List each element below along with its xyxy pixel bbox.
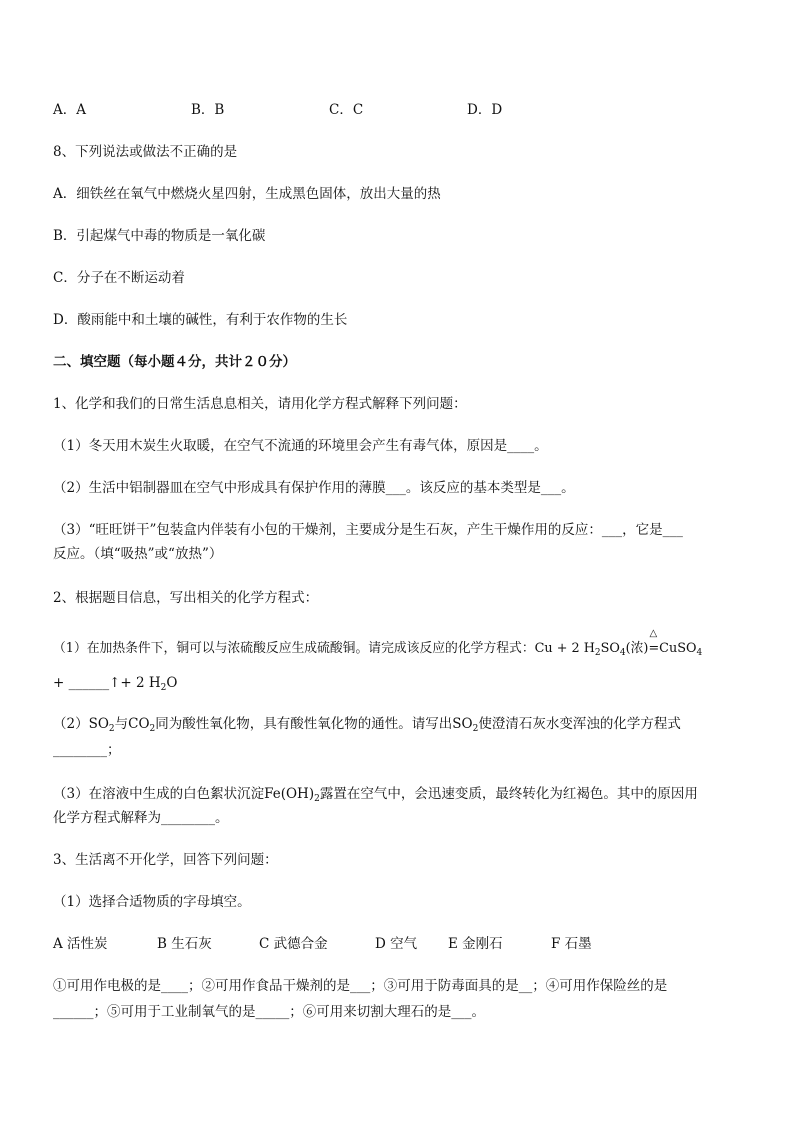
subscript: 2 <box>314 794 320 804</box>
subscript: 2 <box>149 724 156 734</box>
fill1-part3-line1: （3）“旺旺饼干”包装盒内伴装有小包的干燥剂，主要成分是生石灰，产生干燥作用的反应：___，它是___ <box>53 522 683 538</box>
fill3-blanks-line1: ①可用作电极的是____；②可用作食品干燥剂的是___；③可用于防毒面具的是__；④可用作保险丝的是 <box>53 978 668 994</box>
fill2-stem: 2、根据题目信息，写出相关的化学方程式： <box>53 590 319 606</box>
choice-f: F 石墨 <box>551 936 592 952</box>
fill2-part2-text-c: 同为酸性氧化物，具有酸性氧化物的通性。请写出SO <box>155 716 473 732</box>
choice-d: D 空气 <box>375 936 418 952</box>
fill2-part2-line2: ________； <box>53 742 121 758</box>
equation-lhs: Cu + 2 H <box>534 641 595 656</box>
q8-option-d: D．酸雨能中和土壤的碱性，有利于农作物的生长 <box>53 312 348 328</box>
equation-rhs: CuSO <box>659 641 697 656</box>
subscript: 2 <box>472 724 479 734</box>
fill2-part1-line1 <box>53 628 703 658</box>
equation-water: O <box>166 675 178 691</box>
fill2-part1-text: （1）在加热条件下，铜可以与浓硫酸反应生成硫酸铜。请完成该反应的化学方程式： <box>53 641 535 656</box>
fill1-part1: （1）冬天用木炭生火取暖，在空气不流通的环境里会产生有毒气体，原因是____。 <box>53 438 548 454</box>
subscript: 2 <box>160 683 167 693</box>
fill2-part2-text-d: 使澄清石灰水变浑浊的化学方程式 <box>478 716 681 732</box>
fill1-stem: 1、化学和我们的日常生活息息相关，请用化学方程式解释下列问题： <box>53 396 467 412</box>
q7-option-d: D．D <box>467 102 503 118</box>
equation-mid: SO <box>600 641 620 656</box>
subscript: 2 <box>594 648 601 658</box>
fill3-part1: （1）选择合适物质的字母填空。 <box>53 894 251 910</box>
heat-triangle-icon: △ <box>649 628 658 639</box>
fill2-part2-line1 <box>53 715 681 733</box>
fill3-stem: 3、生活离不开化学，回答下列问题： <box>53 852 278 868</box>
heating-condition <box>648 628 660 658</box>
q7-option-c: C．C <box>329 102 364 118</box>
subscript: 4 <box>619 648 626 658</box>
fill2-part3-text-b: 露置在空气中，会迅速变质，最终转化为红褐色。其中的原因用 <box>319 786 698 802</box>
equation-conc: (浓) <box>625 641 649 656</box>
fill2-part2-text-a: （2）SO <box>53 716 109 732</box>
q8-option-c: C．分子在不断运动着 <box>53 270 185 286</box>
choice-e: E 金刚石 <box>448 936 503 952</box>
choice-a: A 活性炭 <box>53 936 108 952</box>
choice-c: C 武德合金 <box>259 936 328 952</box>
q8-option-a: A．细铁丝在氧气中燃烧火星四射，生成黑色固体，放出大量的热 <box>53 186 441 202</box>
subscript: 4 <box>696 648 703 658</box>
choice-b: B 生石灰 <box>157 936 212 952</box>
q7-option-a: A．A <box>53 102 86 118</box>
fill2-part1-line2 <box>53 674 177 692</box>
equals-sign: = <box>648 641 660 656</box>
fill2-part3-text-a: （3）在溶液中生成的白色絮状沉淀Fe(OH) <box>53 786 315 802</box>
fill2-part3-line1 <box>53 785 698 803</box>
section-title: 二、填空题（每小题４分，共计２０分） <box>53 354 296 370</box>
fill1-part3-line2: 反应。（填“吸热”或“放热”） <box>53 546 223 562</box>
subscript: 2 <box>108 724 115 734</box>
fill3-blanks-line2: ______；⑤可用于工业制氧气的是_____；⑥可用来切割大理石的是___。 <box>53 1004 485 1020</box>
q7-option-b: B．B <box>191 102 225 118</box>
q8-stem: 8、下列说法或做法不正确的是 <box>53 144 238 160</box>
fill2-part2-text-b: 与CO <box>114 716 150 732</box>
q8-option-b: B．引起煤气中毒的物质是一氧化碳 <box>53 228 266 244</box>
fill1-part2: （2）生活中铝制器皿在空气中形成具有保护作用的薄膜___。该反应的基本类型是___。 <box>53 480 575 496</box>
fill2-part3-line2: 化学方程式解释为________。 <box>53 810 229 826</box>
equation-products: + ______↑+ 2 H <box>53 675 161 691</box>
